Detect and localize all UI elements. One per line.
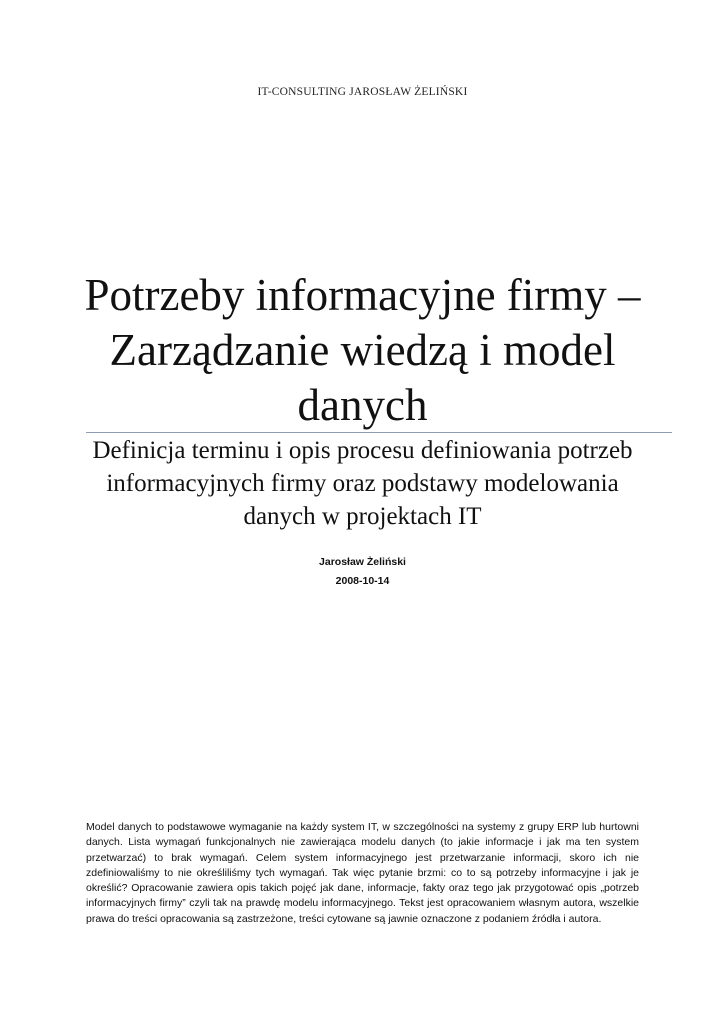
document-title: Potrzeby informacyjne firmy – Zarządzanie wiedzą i model danych xyxy=(84,270,641,430)
abstract-paragraph: Model danych to podstawowe wymaganie na każdy system IT, w szczególności na systemy z grupy ERP lub hurtowni danych. Lista wymagań funkcjonalnych nie zawierająca modelu danych (to jakie informacje i jak ma ten system przetwarzać) to brak wymagań. Celem system informacyjnego jest przetwarzanie informacji, skoro ich nie zdefiniowaliśmy to nie określiliśmy tych wymagań. Tak więc pytanie brzmi: co to są potrzeby informacyjne i jak je określić? Opracowanie zawiera opis takich pojęć jak dane, informacje, fakty oraz tego jak przygotować opis „potrzeb informacyjnych firmy” czyli tak na prawdę modelu informacyjnego. Tekst jest opracowaniem własnym autora, wszelkie prawa do treści opracowania są zastrzeżone, treści cytowane są jawnie oznaczone z podaniem źródła i autora. xyxy=(86,821,639,925)
publication-date: 2008-10-14 xyxy=(335,575,390,587)
author-name: Jarosław Żeliński xyxy=(319,556,406,568)
document-subtitle: Definicja terminu i opis procesu definiowania potrzeb informacyjnych firmy oraz podstawy modelowania danych w projektach IT xyxy=(92,437,633,530)
company-header: IT-CONSULTING JAROSŁAW ŻELIŃSKI xyxy=(257,86,468,98)
title-divider xyxy=(86,432,672,433)
